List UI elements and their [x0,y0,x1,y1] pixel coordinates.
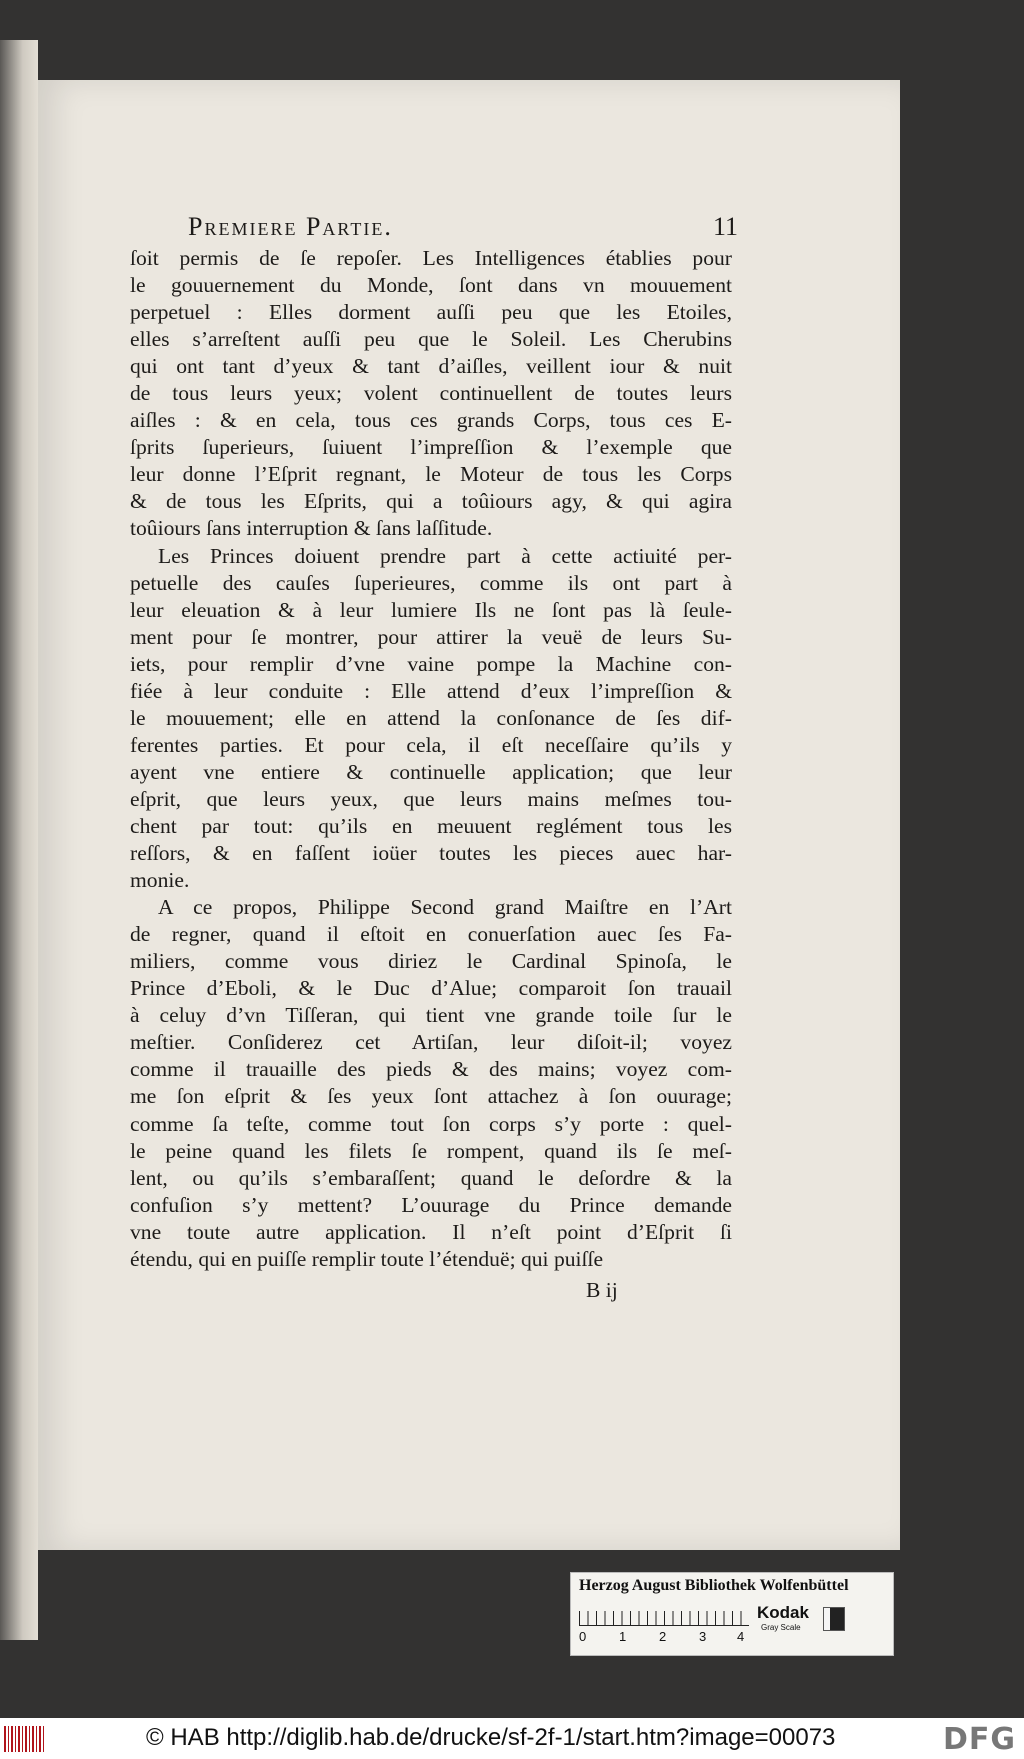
text-line: iets, pour remplir d’vne vaine pompe la Machine con- [130,651,732,676]
text-line: ayent vne entiere & continuelle application; que leur [130,759,732,784]
text-line: qui ont tant d’yeux & tant d’aiſles, veillent iour & nuit [130,354,732,379]
text-line: ſprits ſuperieurs, ſuiuent l’impreſſion & l’exemple que [130,435,732,460]
text-line: chent par tout: qu’ils en meuuent reglément tous les [130,813,732,838]
text-block [130,245,732,1273]
kodak-brand: Kodak [757,1603,809,1622]
text-line: miliers, comme vous diriez le Cardinal Spinoſa, le [130,949,732,974]
text-line: fiée à leur conduite : Elle attend d’eux l’impreſſion & [130,678,732,703]
running-title: Premiere Partie. [188,212,393,241]
text-line: perpetuel : Elles dorment auſſi peu que les Etoiles, [130,300,732,325]
text-line: de tous leurs yeux; volent continuellent de toutes leurs [130,381,732,406]
text-line: ment pour ſe montrer, pour attirer la veuë de leurs Su- [130,624,732,649]
page-number: 11 [712,212,738,241]
text-line: confuſion s’y mettent? L’ouurage du Prince demande [130,1192,732,1217]
ruler-number: 2 [659,1629,667,1644]
text-line: eſprit, que leurs yeux, que leurs mains meſmes tou- [130,786,732,811]
text-line: elles s’arreſtent auſſi peu que le Soleil. Les Cherubins [130,327,732,352]
ruler-number: 4 [737,1629,745,1644]
text-line: me ſon eſprit & ſes yeux ſont attachez à ſon ouurage; [130,1084,732,1109]
text-line: le mouuement; elle en attend la conſonance de ſes dif- [130,705,732,730]
previous-page-edge [0,40,38,1640]
text-line: le gouuernement du Monde, ſont dans vn mouuement [130,273,732,298]
text-line: de regner, quand il eſtoit en conuerſation auec ſes Fa- [130,922,732,947]
text-line: ferentes parties. Et pour cela, il eſt neceſſaire qu’ils y [130,732,732,757]
text-line: à celuy d’vn Tiſſeran, qui tient vne grande toile ſur le [130,1003,732,1028]
ruler-number: 3 [699,1629,707,1644]
text-line: & de tous les Eſprits, qui a toûiours agy, & qui agira [130,489,732,514]
text-line: le peine quand les filets ſe rompent, quand ils ſe meſ- [130,1138,732,1163]
text-line: lent, ou qu’ils s’embaraſſent; quand le deſordre & la [130,1165,732,1190]
dfg-logo: DFG [942,1722,1016,1757]
text-line: comme ſa teſte, comme tout ſon corps s’y porte : quel- [130,1111,732,1136]
text-line: petuelle des cauſes ſuperieures, comme ils ont part à [130,570,732,595]
text-line: meſtier. Conſiderez cet Artiſan, leur diſoit-il; voyez [130,1030,732,1055]
text-line: étendu, qui en puiſſe remplir toute l’étenduë; qui puiſſe [130,1246,604,1271]
ruler [579,1605,749,1626]
text-line: Prince d’Eboli, & le Duc d’Alue; comparoit ſon trauail [130,976,732,1001]
library-name: Herzog August Bibliothek Wolfenbüttel [579,1577,849,1594]
gray-scale-patch [823,1607,845,1631]
footer-copyright-link[interactable]: © HAB http://diglib.hab.de/drucke/sf-2f-1/start.htm?image=00073 [146,1724,836,1751]
text-line: ſoit permis de ſe repoſer. Les Intelligences établies pour [130,246,732,270]
text-line: leur eleuation & à leur lumiere Ils ne ſont pas là ſeule- [130,597,732,622]
ruler-number: 1 [619,1629,627,1644]
ruler-number: 0 [579,1629,587,1644]
footer-bar [0,1718,1024,1759]
hab-barcode-icon [4,1726,46,1752]
signature-mark: B ij [586,1278,618,1302]
text-line: aiſles : & en cela, tous ces grands Corps, tous ces E- [130,408,732,433]
gray-scale-label: Gray Scale [761,1623,801,1632]
text-line: vne toute autre application. Il n’eſt point d’Eſprit ſi [130,1219,732,1244]
text-line: comme il trauaille des pieds & des mains; voyez com- [130,1057,732,1082]
text-line: monie. [130,868,190,893]
running-head [188,212,738,248]
text-line: toûiours ſans interruption & ſans laſſitude. [130,516,493,541]
text-line: Les Princes doiuent prendre part à cette actiuité per- [158,543,732,568]
text-line: A ce propos, Philippe Second grand Maiſtre en l’Art [158,895,732,920]
text-line: reſſors, & en faſſent ioüer toutes les pieces auec har- [130,841,732,866]
book-page [38,80,900,1550]
text-line: leur donne l’Eſprit regnant, le Moteur de tous les Corps [130,462,732,487]
color-calibration-card [570,1572,894,1656]
